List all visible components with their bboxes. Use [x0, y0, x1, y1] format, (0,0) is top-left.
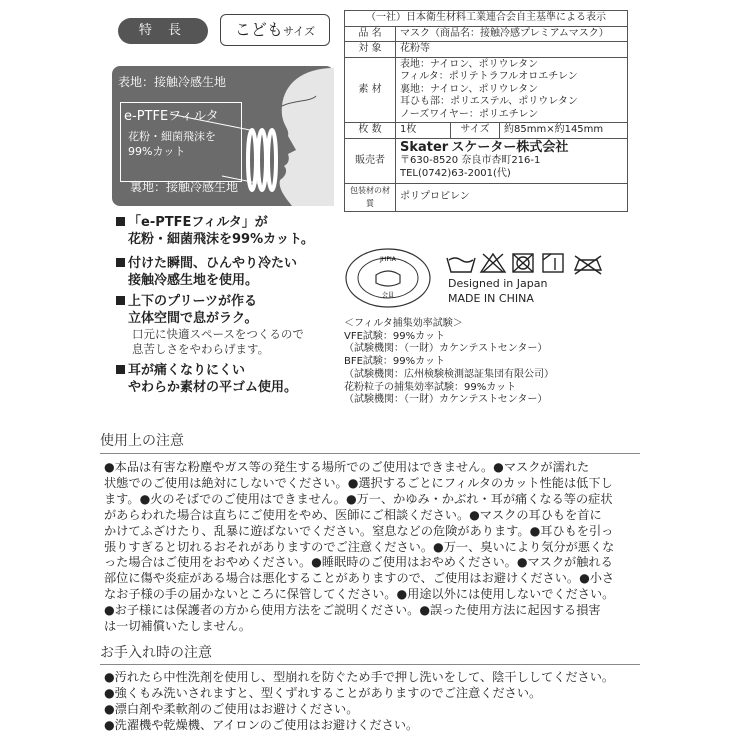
filter-label: e-PTFEフィルタ [124, 109, 219, 124]
spec-value: 花粉等 [396, 42, 628, 58]
feature-item: 上下のプリーツが作る 立体空間で息がラク。 [116, 293, 257, 327]
spec-header: 枚 数 [345, 123, 396, 139]
care-symbols [445, 250, 610, 276]
inner-layer-label: 裏地：接触冷感生地 [130, 180, 239, 194]
feature-sub-1: 口元に快適スペースをつくるので [132, 327, 304, 341]
spec-header: 包装材の材質 [345, 184, 396, 212]
size-main: こども [234, 20, 283, 39]
spec-header: 品 名 [345, 26, 396, 42]
line-dry-shade-icon [543, 254, 563, 272]
filter-desc-2: 99%カット [128, 145, 186, 158]
spec-header: 素 材 [345, 57, 396, 123]
divider [100, 453, 640, 454]
spec-value: 約85mm×約145mm [500, 123, 628, 139]
filter-test-block: ＜フィルタ捕集効率試験＞ VFE試験：99%カット （試験機関：（一財）カケンテストセンター） BFE試験：99%カット （試験機関：広州検験検測認証集団有限公司） 花粉粒子の捕集効率試験：99%カット （試験機関：（一財）カケンテストセンター） [344, 318, 554, 406]
cautions-text: ●本品は有害な粉塵やガス等の発生する場所でのご使用はできません。●マスクが濡れた 状態でのご使用は絶対にしないでください。●選択するごとにフィルタのカット性能は低下し ます。●火のそばでのご使用はできません。●万一、かゆみ・かぶれ・耳が痛くなる等の症状 があらわれた場合は直ちにご使用をやめ、医師にご相談ください。●マスクの耳ひもを首に かけてふざけたり、乱暴に遊ばないでください。窒息などの危険があります。●耳ひもを引っ 張りすぎると切れるおそれがありますのでご注意ください。●万一、臭いにより気分が悪くな った場合はご使用をおやめください。●睡眠時のご使用はおやめください。●マスクが触れる 部位に傷や炎症がある場合は悪化することがありますので、ご使用はお避けください。●小さ なお子様の手の届かないところに保管してください。●用途以外には使用しないでください。 ●お子様には保護者の方から使用方法をご説明ください。●誤った使用方法に起因する損害 は一切補償いたしません。 [104, 460, 615, 634]
spec-seller: Skater スケーター株式会社 〒630-8520 奈良市杏町216-1 TEL(0742)63-2001(代) [396, 138, 628, 184]
no-bleach-icon [481, 254, 505, 272]
size-badge [220, 14, 330, 46]
care-title: お手入れ時の注意 [100, 645, 212, 661]
filter-desc-1: 花粉・細菌飛沫を [128, 130, 216, 143]
spec-header: 対 象 [345, 42, 396, 58]
jhpia-logo-icon [344, 247, 432, 309]
feature-item: 耳が痛くなりにくい やわらか素材の平ゴム使用。 [116, 362, 297, 396]
care-text: ●汚れたら中性洗剤を使用し、型崩れを防ぐため手で押し洗いをして、陰干ししてください。 ●強くもみ洗いされますと、型くずれすることがありますのでご注意ください。 ●漂白剤や柔軟剤のご使用はお避けください。 ●洗濯機や乾燥機、アイロンのご使用はお避けください。 [104, 670, 615, 732]
feature-item: 付けた瞬間、ひんやり冷たい 接触冷感生地を使用。 [116, 255, 297, 289]
spec-value: マスク（商品名：接触冷感プレミアムマスク） [396, 26, 628, 42]
cautions-title: 使用上の注意 [100, 433, 184, 449]
outer-layer-label: 表地：接触冷感生地 [118, 75, 227, 89]
svg-text:JHPIA: JHPIA [380, 256, 396, 263]
feature-sub-2: 息苦しさをやわらげます。 [132, 342, 270, 356]
no-tumble-dry-icon [513, 254, 533, 272]
feature-item: 「e-PTFEフィルタ」が 花粉・細菌飛沫を99%カット。 [116, 214, 314, 248]
spec-header: サイズ [451, 123, 500, 139]
divider [100, 664, 640, 665]
spec-header: 販売者 [345, 138, 396, 184]
origin-text: Designed in Japan MADE IN CHINA [448, 277, 548, 305]
spec-table [344, 10, 628, 212]
svg-text:会員: 会員 [381, 292, 395, 299]
hand-wash-icon [447, 258, 475, 272]
no-iron-icon [575, 256, 601, 274]
feature-badge: 特 長 [118, 18, 208, 44]
size-sub: サイズ [282, 25, 316, 38]
spec-value: ポリプロピレン [396, 184, 628, 212]
spec-caption: （一社）日本衛生材料工業連合会自主基準による表示 [345, 11, 628, 27]
spec-value: 1枚 [396, 123, 451, 139]
spec-materials: 表地：ナイロン、ポリウレタン フィルタ：ポリテトラフルオロエチレン 裏地：ナイロン、ポリウレタン 耳ひも部：ポリエステル、ポリウレタン ノーズワイヤー：ポリエチレン [396, 57, 628, 123]
